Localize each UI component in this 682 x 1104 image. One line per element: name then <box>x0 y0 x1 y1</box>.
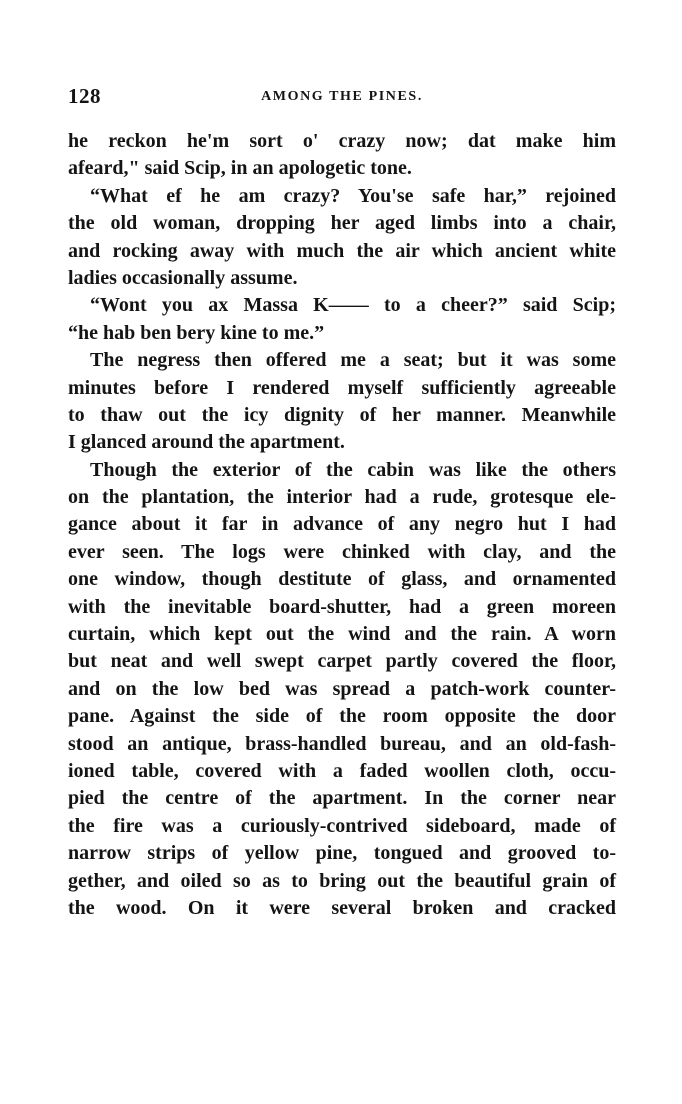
text-line: curtain, which kept out the wind and the rain. A worn <box>68 623 616 646</box>
text-line: “Wont you ax Massa K—— to a cheer?” said Scip; <box>90 294 616 317</box>
text-line: but neat and well swept carpet partly covered the floor, <box>68 650 616 673</box>
text-line: pane. Against the side of the room opposite the door <box>68 705 616 728</box>
text-line: on the plantation, the interior had a rude, grotesque ele- <box>68 486 616 509</box>
text-line: the wood. On it were several broken and cracked <box>68 896 616 919</box>
text-line: I glanced around the apartment. <box>68 431 345 454</box>
text-line: the old woman, dropping her aged limbs into a chair, <box>68 212 616 235</box>
body-text <box>68 128 616 922</box>
text-line: afeard," said Scip, in an apologetic tone. <box>68 157 412 180</box>
text-line: gance about it far in advance of any negro hut I had <box>68 513 616 536</box>
text-line: ladies occasionally assume. <box>68 266 298 289</box>
text-line: narrow strips of yellow pine, tongued and grooved to- <box>68 842 616 865</box>
text-line: and rocking away with much the air which ancient white <box>68 239 616 262</box>
text-line: he reckon he'm sort o' crazy now; dat make him <box>68 130 616 152</box>
text-line: The negress then offered me a seat; but it was some <box>90 349 616 372</box>
text-line: “he hab ben bery kine to me.” <box>68 321 325 344</box>
text-line: Though the exterior of the cabin was like the others <box>90 458 616 481</box>
text-line: minutes before I rendered myself sufficiently agreeable <box>68 376 616 399</box>
text-line: gether, and oiled so as to bring out the beautiful grain of <box>68 869 616 892</box>
text-line: and on the low bed was spread a patch-work counter- <box>68 677 616 700</box>
text-line: ever seen. The logs were chinked with clay, and the <box>68 540 616 563</box>
text-line: one window, though destitute of glass, and ornamented <box>68 568 616 591</box>
page-number: 128 <box>68 84 101 108</box>
text-line: ioned table, covered with a faded woollen cloth, occu- <box>68 759 616 782</box>
text-line: stood an antique, brass-handled bureau, and an old-fash- <box>68 732 616 755</box>
book-page <box>68 84 616 922</box>
running-head <box>68 84 616 114</box>
text-line: with the inevitable board-shutter, had a green moreen <box>68 595 616 618</box>
text-line: to thaw out the icy dignity of her manner. Meanwhile <box>68 403 616 426</box>
text-line: the fire was a curiously-contrived sideboard, made of <box>68 814 616 837</box>
text-line: “What ef he am crazy? You'se safe har,” rejoined <box>90 184 616 207</box>
text-line: pied the centre of the apartment. In the corner near <box>68 787 616 810</box>
running-title: AMONG THE PINES. <box>261 89 423 104</box>
